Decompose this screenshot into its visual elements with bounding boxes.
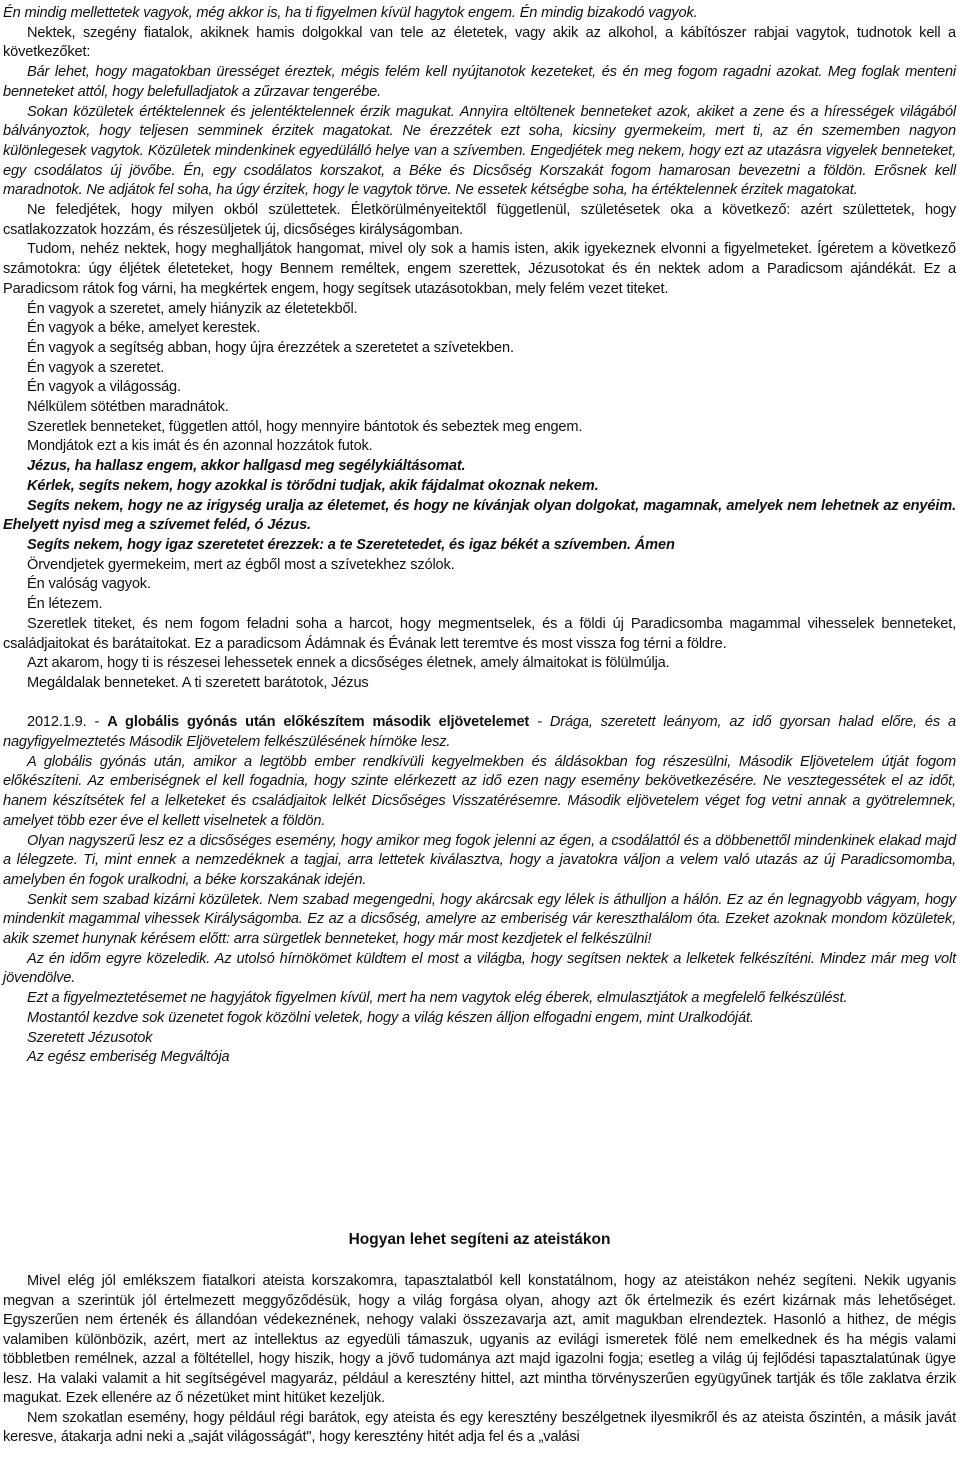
list-line: Én vagyok a szeretet. — [27, 359, 165, 376]
prayer-line: Kérlek, segíts nekem, hogy azokkal is törődni tudjak, akik fájdalmat okoznak nekem. — [27, 477, 599, 494]
prayer-line: Segíts nekem, hogy ne az irigység uralja az életemet, és hogy ne kívánjak olyan dolgokat, magamnak, amelyek nem lehetnek az enyéim. Ehelyett nyisd meg a szívemet feléd, ó Jézus. — [3, 497, 956, 534]
paragraph: Mivel elég jól emlékszem fiatalkori ateista korszakomra, tapasztalatból kell konstatálnom, hogy az ateistákon nehéz segíteni. Nekik ugyanis megvan a szerintük jól értelmezett meggyőződésük, hogy a világ forgása olyan, ahogy azt ők értelmezik és ezért kizárnak más lehetőséget. Egyszerűen nem értenék és állandóan védekeznének, nehogy valaki összezavarja azt, amit magukban elrendeztek. Hasonló a hithez, de mégis valamiben különbözik, azért, mert az intellektus az egyedüli támaszuk, ugyanis az evilági ismeretek fölé nem emelkednek és ha mégis valami többletben remélnek, azzal a föltétellel, hogy hiszik, hogy a jövő tudománya azt majd igazolni fogja; esetleg a világ új fejlődési tapasztalatúnak ügye lesz. Ha valaki valamit a hit segítségével magyaráz, például a keresztény hittel, azt mintha törvényszerűen együgyűnek tartják és tőle zaklatva érzik magukat. Ezek ellenére az ő nézetüket mint hitüket kezeljük. — [3, 1273, 956, 1406]
paragraph: Ezt a figyelmeztetésemet ne hagyjátok figyelmen kívül, mert ha nem vagytok elég éberek, elmulasztjátok a megfelelő felkészülést. — [27, 990, 848, 1007]
list-line: Én létezem. — [27, 596, 103, 613]
message-title: A globális gyónás után előkészítem második eljövetelemet — [107, 714, 530, 731]
list-line: Én vagyok a szeretet, amely hiányzik az életetekből. — [27, 300, 358, 317]
paragraph: Azt akarom, hogy ti is részesei lehessetek ennek a dicsőséges életnek, amely álmaitokat is fölülmúlja. — [27, 655, 670, 672]
paragraph: Ne feledjétek, hogy milyen okból születtetek. Életkörülményeitektől függetlenül, születésetek oka a következő: azért születtetek, hogy csatlakozzatok hozzám, és részesüljetek új, dicsőséges királyságomban. — [3, 202, 956, 238]
list-line: Szeretlek benneteket, független attól, hogy mennyire bántotok és sebeztek meg engem. — [27, 418, 583, 435]
paragraph: Én mindig mellettetek vagyok, még akkor is, ha ti figyelmen kívül hagytok engem. Én mindig bizakodó vagyok. — [3, 5, 698, 21]
paragraph: Az én időm egyre közeledik. Az utolsó hírnökömet küldtem el most a világba, hogy segítsen nektek a lelketek felkészíténi. Mindez már meg volt jövendölve. — [3, 950, 956, 987]
list-line: Mondjátok ezt a kis imát és én azonnal hozzátok futok. — [27, 438, 373, 455]
list-line: Én vagyok a segítség abban, hogy újra érezzétek a szeretetet a szívetekben. — [27, 339, 514, 356]
paragraph: Tudom, nehéz nektek, hogy meghalljátok hangomat, mivel oly sok a hamis isten, akik igyekeznek elvonni a figyelmeteket. Ígéretem a következő számotokra: úgy éljétek életeteket, hogy Bennem reméltek, engem szerettek, Jézusotokat és én nektek adom a Paradicsom ajándékát. Ez a Paradicsom rátok fog várni, ha megkértek engem, hogy segítsek utazásotokban, mely felém vezet titeket. — [3, 241, 956, 297]
signature: Megáldalak benneteket. A ti szeretett barátotok, Jézus — [27, 674, 369, 691]
list-line: Nélkülem sötétben maradnátok. — [27, 399, 229, 416]
paragraph: Mostantól kezdve sok üzenetet fogok közölni veletek, hogy a világ készen álljon elfogadni engem, mint Uralkodóját. — [27, 1009, 754, 1026]
prayer-line: Segíts nekem, hogy igaz szeretetet érezzek: a te Szeretetedet, és igaz békét a szívemben. Ámen — [27, 536, 675, 553]
list-line: Én valóság vagyok. — [27, 576, 151, 593]
article-heading: Hogyan lehet segíteni az ateistákon — [348, 1231, 611, 1248]
list-line: Én vagyok a béke, amelyet kerestek. — [27, 320, 261, 337]
prayer-line: Jézus, ha hallasz engem, akkor hallgasd meg segélykiáltásomat. — [27, 458, 466, 475]
paragraph: Senkit sem szabad kizárni közületek. Nem szabad megengedni, hogy akárcsak egy lélek is áthulljon a hálón. Ez az én legnagyobb vágyam, hogy mindenkit magammal vihessek Királyságomba. Ez az a dicsőség, amelyre az emberiség vár kereszthalálom óta. Ezeket azoknak mondom közületek, akik szemet hunynak kérésem előtt: arra sürgetlek benneteket, hogy már most kezdjetek el felkészülni! — [3, 891, 956, 948]
message-header — [3, 713, 956, 752]
message-lead: - Drága, szeretett leányom, az idő gyorsan halad előre, és a nagyfigyelmeztetés Második Eljövetelem felkészülésének hírnöke lesz. — [3, 714, 956, 750]
article — [3, 1228, 956, 1448]
paragraph: Bár lehet, hogy magatokban ürességet éreztek, mégis felém kell nyújtanotok kezeteket, és én meg fogom ragadni azokat. Meg foglak menteni benneteket attól, hogy belefulladjatok a zűrzavar tengerébe. — [3, 64, 956, 100]
paragraph: Szeretlek titeket, és nem fogom feladni soha a harcot, hogy megmentselek, és a földi új Paradicsomba magammal vihesselek benneteket, családjaitokat és barátaitokat. Ez a paradicsom Ádámnak és Évának lett teremtve és most vissza fog térni a földre. — [3, 615, 956, 652]
paragraph: Olyan nagyszerű lesz ez a dicsőséges esemény, hogy amikor meg fogok jelenni az égen, a csodálattól és a döbbenettől mindenkinek elakad majd a lélegzete. Ti, mint ennek a nemzedéknek a tagjai, arra lettetek kiválasztva, hogy a javatokra váljon a velem való utazás az új Paradicsomomba, amelyben én fogok uralkodni, a béke korszakának idején. — [3, 832, 956, 888]
paragraph: A globális gyónás után, amikor a legtöbb ember rendkívüli kegyelmekben és áldásokban fog részesülni, Második Eljövetelem útját fogom előkészíteni. Az emberiségnek el kell fogadnia, hogy szinte elérkezett az idő ezen nagy esemény bekövetkezésére. Ne vesztegessétek el az időt, hanem készítsétek fel a lelketeket és családjaitok lelkét Dicsőséges Visszatérésemre. Második eljövetelem véget fog vetni annak a gyötrelemnek, amelyet több ezer éve el kellett viselnetek a földön. — [3, 753, 956, 829]
list-line: Örvendjetek gyermekeim, mert az égből most a szívetekhez szólok. — [27, 556, 455, 573]
paragraph: Nem szokatlan esemény, hogy például régi barátok, egy ateista és egy keresztény beszélgetnek ilyesmikről és az ateista őszintén, a másik javát keresve, átakarja adni neki a „saját világosságát", hogy keresztény hitét adja fel és a „valási — [3, 1409, 956, 1445]
message-date: 2012.1.9. - — [27, 714, 108, 731]
paragraph: Nektek, szegény fiatalok, akiknek hamis dolgokkal van tele az életetek, vagy akik az alkohol, a kábítószer rabjai vagytok, tudnotok kell a következőket: — [3, 24, 956, 61]
list-line: Én vagyok a világosság. — [27, 379, 181, 396]
signature: Az egész emberiség Megváltója — [27, 1049, 230, 1066]
signature: Szeretett Jézusotok — [27, 1029, 153, 1046]
paragraph: Sokan közületek értéktelennek és jelentéktelennek érzik magukat. Annyira eltöltenek benneteket azok, akiket a zene és a hírességek világából bálványoztok, hogy teljesen semminek érzitek magatokat. Ne érezzétek ezt soha, kicsiny gyermekeim, mert ti, az én szememben nagyon különlegesek vagytok. Közületek mindenkinek egyedülálló helye van a szívemben. Engedjétek meg nekem, hogy ezt az utazásra vigyelek benneteket, egy csodálatos új jövőbe. Én, egy csodálatos korszakot, a Béke és Dicsőség Korszakát fogom hamarosan bevezetni a földön. Erősnek kell maradnotok. Ne adjátok fel soha, ha úgy érzitek, hogy le vagytok törve. Ne essetek kétségbe soha, ha értéktelennek érzitek magatokat. — [3, 103, 956, 199]
message-column — [3, 4, 956, 1068]
